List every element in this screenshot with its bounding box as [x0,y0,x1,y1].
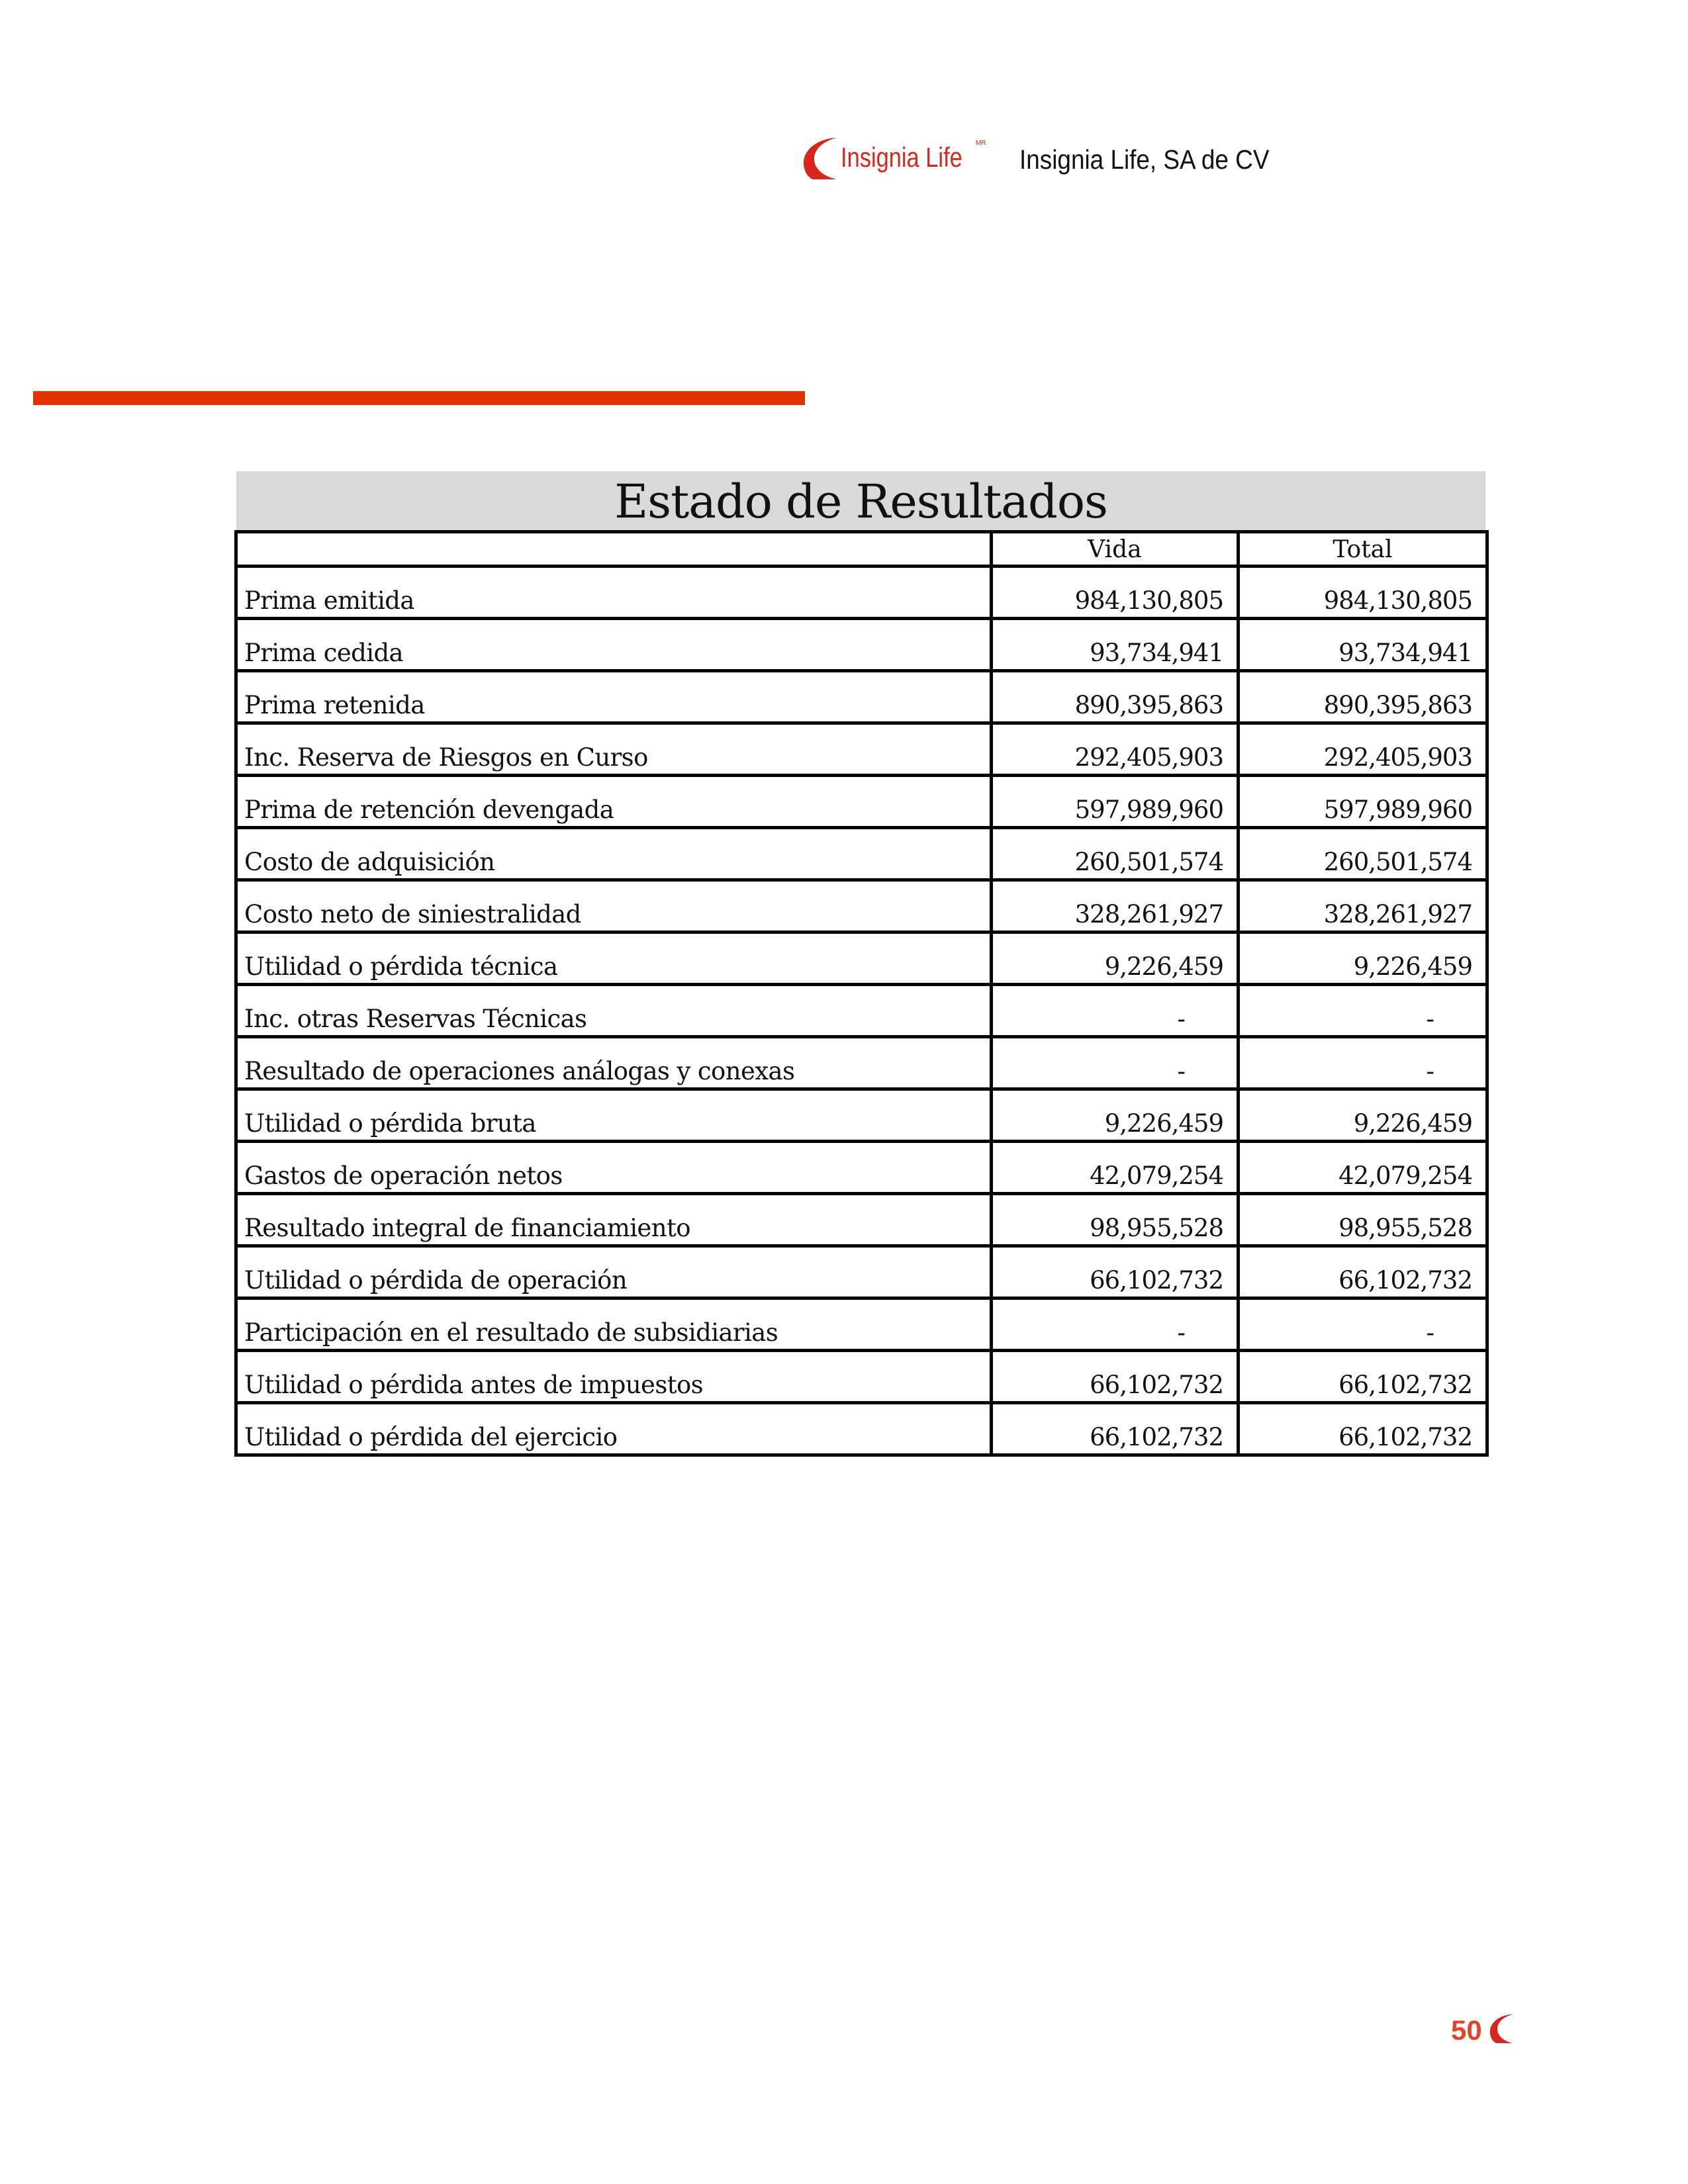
table-row [236,671,1487,723]
column-header-vida: Vida [992,532,1239,567]
table-row [236,1403,1487,1455]
vida-value: 984,130,805 [992,567,1239,619]
total-value: - [1239,985,1487,1037]
row-label: Utilidad o pérdida técnica [236,933,992,985]
statement-title-band [236,471,1485,532]
row-label: Gastos de operación netos [236,1142,992,1194]
statement-title: Estado de Resultados [614,475,1107,529]
table-row [236,1351,1487,1403]
total-value: 292,405,903 [1239,723,1487,776]
total-value: - [1239,1298,1487,1351]
row-label: Inc. Reserva de Riesgos en Curso [236,723,992,776]
income-statement-table [234,530,1489,1457]
vida-value: 9,226,459 [992,1089,1239,1142]
total-value: 66,102,732 [1239,1403,1487,1455]
page-number: 50 [1451,2015,1482,2046]
vida-value: 292,405,903 [992,723,1239,776]
total-value: 9,226,459 [1239,933,1487,985]
table-row [236,985,1487,1037]
company-name: Insignia Life, SA de CV [1019,144,1270,175]
vida-value: 328,261,927 [992,880,1239,933]
total-value: 93,734,941 [1239,619,1487,671]
column-header-total: Total [1239,532,1487,567]
row-label: Resultado integral de financiamiento [236,1194,992,1246]
logo-trademark: MR [976,140,986,147]
total-value: - [1239,1037,1487,1089]
table-row [236,567,1487,619]
table-row [236,1246,1487,1298]
row-label: Costo de adquisición [236,828,992,880]
table-row [236,828,1487,880]
vida-value: 260,501,574 [992,828,1239,880]
total-value: 42,079,254 [1239,1142,1487,1194]
table-header-row [236,532,1487,567]
vida-value: 890,395,863 [992,671,1239,723]
table-row [236,723,1487,776]
row-label: Resultado de operaciones análogas y conexas [236,1037,992,1089]
total-value: 66,102,732 [1239,1246,1487,1298]
table-row [236,619,1487,671]
total-value: 984,130,805 [1239,567,1487,619]
total-value: 260,501,574 [1239,828,1487,880]
crescent-icon [802,136,839,180]
accent-bar [33,391,805,405]
table-row [236,1089,1487,1142]
vida-value: 66,102,732 [992,1351,1239,1403]
total-value: 597,989,960 [1239,776,1487,828]
table-row [236,1037,1487,1089]
row-label: Utilidad o pérdida antes de impuestos [236,1351,992,1403]
vida-value: 93,734,941 [992,619,1239,671]
row-label: Utilidad o pérdida del ejercicio [236,1403,992,1455]
vida-value: - [992,1037,1239,1089]
row-label: Prima de retención devengada [236,776,992,828]
table-row [236,933,1487,985]
row-label: Costo neto de siniestralidad [236,880,992,933]
total-value: 328,261,927 [1239,880,1487,933]
row-label: Inc. otras Reservas Técnicas [236,985,992,1037]
total-value: 890,395,863 [1239,671,1487,723]
vida-value: 9,226,459 [992,933,1239,985]
table-row [236,776,1487,828]
row-label: Utilidad o pérdida bruta [236,1089,992,1142]
total-value: 98,955,528 [1239,1194,1487,1246]
vida-value: 42,079,254 [992,1142,1239,1194]
vida-value: 66,102,732 [992,1403,1239,1455]
total-value: 9,226,459 [1239,1089,1487,1142]
row-label: Participación en el resultado de subsidiarias [236,1298,992,1351]
vida-value: 66,102,732 [992,1246,1239,1298]
table-row [236,1194,1487,1246]
total-value: 66,102,732 [1239,1351,1487,1403]
row-label: Prima emitida [236,567,992,619]
vida-value: 98,955,528 [992,1194,1239,1246]
vida-value: - [992,1298,1239,1351]
table-row [236,1298,1487,1351]
row-label: Prima cedida [236,619,992,671]
vida-value: 597,989,960 [992,776,1239,828]
column-header-concept [236,532,992,567]
table-row [236,880,1487,933]
crescent-icon [1488,2013,1516,2044]
row-label: Utilidad o pérdida de operación [236,1246,992,1298]
insignia-life-logo [802,136,1001,180]
row-label: Prima retenida [236,671,992,723]
logo-text: Insignia Life [841,142,962,173]
vida-value: - [992,985,1239,1037]
table-row [236,1142,1487,1194]
